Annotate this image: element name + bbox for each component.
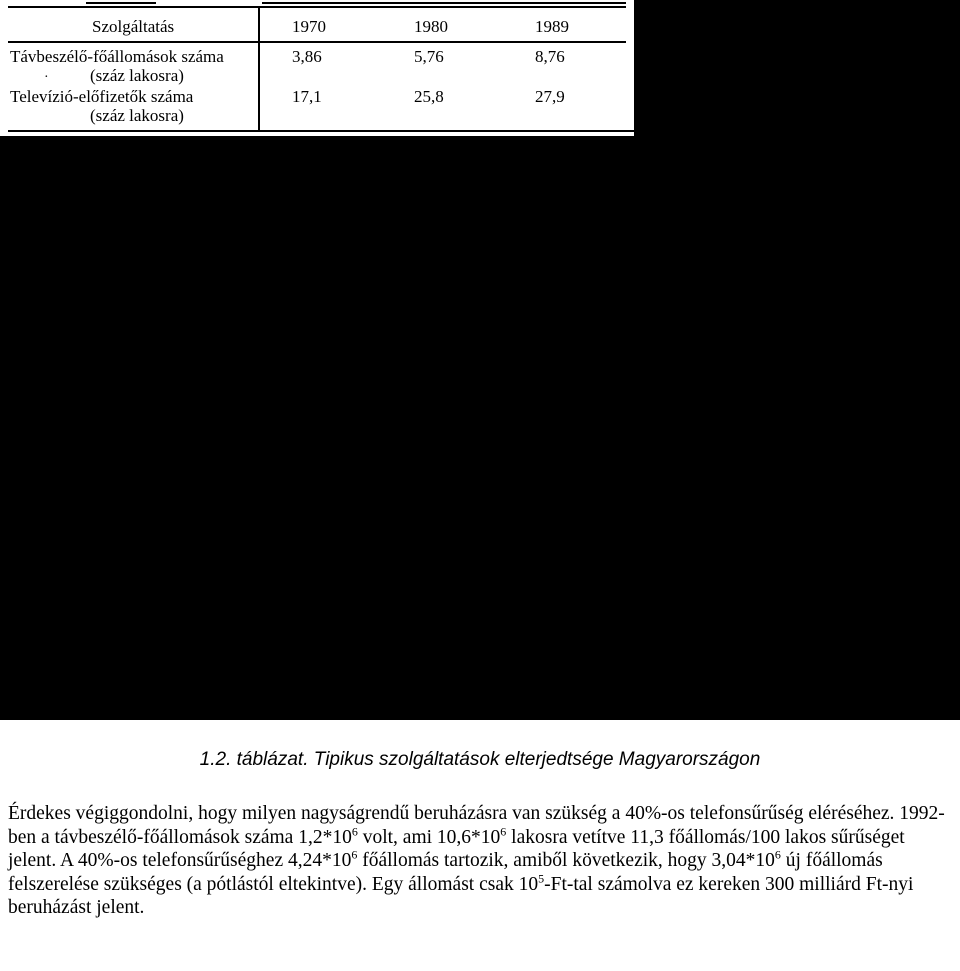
table-caption [0,748,960,772]
table-row-label: Televízió-előfizetők száma [10,87,194,106]
paragraph-text: volt, ami 10,6*10 [357,826,501,848]
exponent: 6 [500,824,507,839]
table-top-dash-right [262,2,626,4]
table-top-rule [8,6,626,8]
table-header-year-1989: 1989 [535,17,569,36]
body-paragraph [8,802,954,920]
exponent: 6 [351,824,358,839]
table-row-sublabel: (száz lakosra) [90,66,184,85]
exponent: 6 [351,847,358,862]
paragraph-text: Érdekes végiggondolni, hogy milyen nagyságrendű beruházásra van szükség a 40%-os telefonsűrűség eléréséhez. 1992-ben a távbeszélő-főállomások száma 1,2*10 [8,803,945,848]
table-cell: 8,76 [535,47,565,66]
table-cell: 17,1 [292,87,322,106]
table-column-divider [258,8,260,130]
table-header-label: Szolgáltatás [92,17,175,36]
table-cell: 27,9 [535,87,565,106]
exponent: 5 [538,871,545,886]
exponent: 6 [774,847,781,862]
table-top-dash [86,2,156,4]
black-image-region [0,136,960,720]
table-cell: 25,8 [414,87,444,106]
paragraph-text: lakosra vetítve 11,3 főállomás/100 lakos sűrűséget jelent. A 40%-os telefonsűrűséghez 4,24*10 [8,826,905,872]
black-image-region-upper [634,0,960,136]
table-cell: 5,76 [414,47,444,66]
table-row-label: Távbeszélő-főállomások száma [10,47,224,66]
scanned-table [0,0,634,136]
table-header-year-1980: 1980 [414,17,448,36]
stray-dot: · [44,70,49,85]
table-header-year-1970: 1970 [292,17,326,36]
table-bottom-rule [8,130,634,132]
table-cell: 3,86 [292,47,322,66]
caption-text: Tipikus szolgáltatások elterjedtsége Magyarországon [313,749,761,770]
paragraph-text: új főállomás felszerelése szükséges (a pótlástól eltekintve). Egy állomást csak 10 [8,850,883,895]
paragraph-text: főállomás tartozik, amiből következik, hogy 3,04*10 [357,850,775,872]
table-row-sublabel: (száz lakosra) [90,106,184,125]
caption-number: 1.2. táblázat. [199,749,309,770]
table-header-rule [8,41,626,43]
paragraph-text: -Ft-tal számolva ez kereken 300 milliárd Ft-nyi beruházást jelent. [8,873,914,919]
